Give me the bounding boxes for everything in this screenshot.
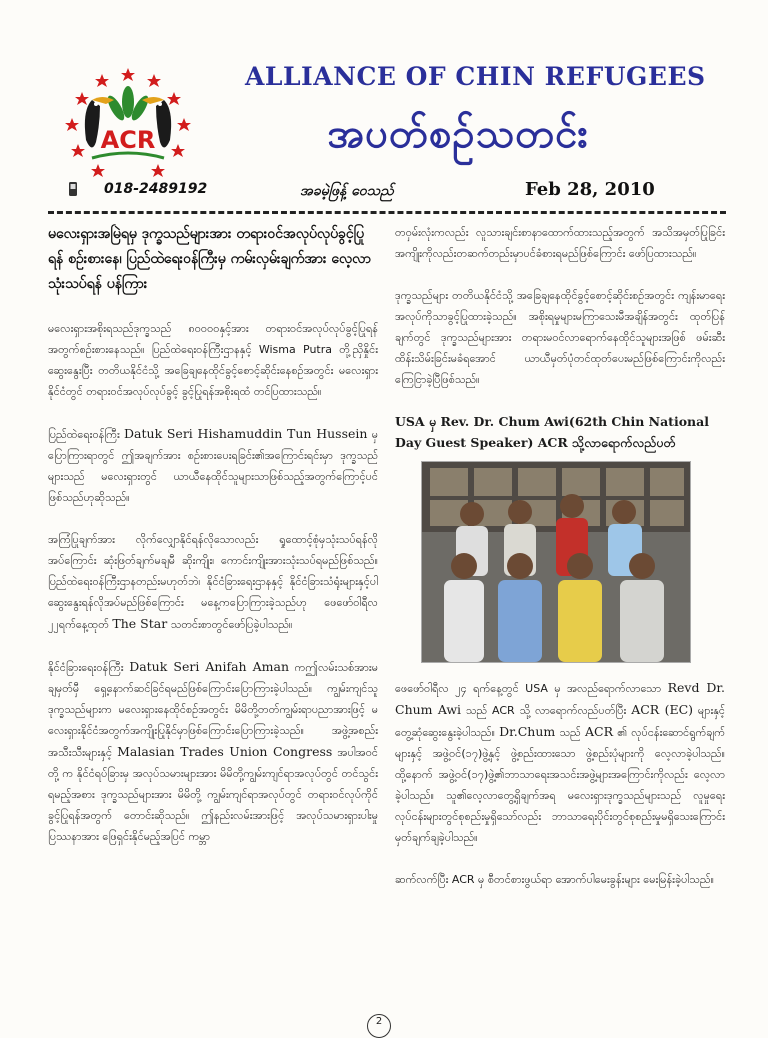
- article-paragraph-4: [48, 656, 378, 847]
- minister-name: Datuk Seri Anifah Aman: [129, 659, 290, 674]
- article-paragraph-1: မလေးရှားအစိုးရသည်ဒုက္ခသည် ၈၀၀၀၀နှင့်အား တရားဝင်အလုပ်လုပ်ခွင့်ပြုရန်အတွက်စဉ်းစားနေသည်။ ပြည်ထဲရေးဝန်ကြီးဌာနနှင့် Wisma Putra တို့ညှိနှိုင်းဆွေးနွေးပြီး တတိယနိုင်ငံသို့ အခြေချနေထိုင်ခွင့်စောင့်ဆိုင်းနေစဉ်အတွင်း မလေးရှားနိုင်ငံတွင် တရားဝင်အလုပ်လုပ်ခွင့် ခွင့်ပြုရန်အစိုးရထံ တင်ပြထားသည်။: [48, 322, 378, 398]
- article-headline: မလေးရှားအမြဲရမှ ဒုက္ခသည်များအား တရားဝင်အလုပ်လုပ်ခွင့်ပြုရန် စဉ်းစားနေ၊ ပြည်ထဲရေးဝန်ကြီးမှ ကမ်းလှမ်းချက်အား လေ့လာသုံးသပ်ရန် ပန်ကြား: [48, 226, 372, 292]
- group-photo: [421, 461, 691, 663]
- paragraph-text: အကြံပြုချက်အား လိုက်လျှောနိုင်ရန်လိုသောလည်း ရှုထောင့်စုံမှသုံးသပ်ရန်လိုအပ်ကြောင်း ဆုံးဖြတ်ချက်မချမီ ဆိုးကျိုး၊ ကောင်းကျိုးအားသုံးသပ်ရမည်ဖြစ်သည်။ ပြည်ထဲရေးဝန်ကြီးဌာနတည်းမဟုတ်ဘဲ၊ နိုင်ငံခြားရေးဌာနနှင့် နိုင်ငံခြားသံရုံးများနှင့်ပါဆွေးနွေးရန်လိုအပ်မည်ဖြစ်ကြောင်း မနေ့ကပြောကြားခဲ့သည်ဟု ဖေဖော်ဝါရီလ ၂၂ရက်နေ့ထုတ်: [48, 533, 378, 631]
- minister-name: Datuk Seri Hishamuddin Tun Hussein: [124, 426, 368, 441]
- organization-name: Malasian Trades Union Congress: [117, 744, 333, 759]
- article-paragraph-2: [48, 423, 378, 508]
- paragraph-text: ဖေဖော်ဝါရီလ ၂၄ ရက်နေ့တွင် USA မှ အလည်ရောက်လာသော: [395, 682, 662, 695]
- header-divider: [48, 211, 726, 214]
- paragraph-text: ကဤလမ်းသစ်အားမချမှတ်မှီ ရှေ့နောက်ဆင်ခြင်ရမည်ဖြစ်ကြောင်းပြောကြားခဲ့ပါသည်။ ကျွမ်းကျင်သူဒုက္ခသည်များက မလေးရှားနေထိုင်စဉ်အတွင်း မိမိတို့တတ်ကျွမ်းရာပညာအားဖြင့် မလေးရှားနိုင်ငံအတွက်အကျိုးပြုနိုင်မှာဖြစ်ကြောင်းပြောကြားခဲ့သည်။ အဖွဲ့အစည်းအသီးသီးများနှင့်: [48, 661, 378, 759]
- article-paragraph-5: ဒုက္ခသည်များ တတိယနိုင်ငံသို့ အခြေချနေထိုင်ခွင့်စောင့်ဆိုင်းစဉ်အတွင်း ကျန်းမာရေးအလုပ်ကိုသာခွင့်ပြုထားခဲ့သည်။ အစိုးရမှုများမကြာသေးမီအချိန်အတွင်း ထုတ်ပြန်ချက်တွင် ဒုက္ခသည်များအား တရားမဝင်လာရောက်နေထိုင်သူများအဖြစ် ဖမ်းဆီးထိန်းသိမ်းခြင်းမခံရအောင် ယာယီမှတ်ပုံတင်ထုတ်ပေးမည်ဖြစ်ကြောင်းကိုလည်း ကြေငြာခဲ့ပြီဖြစ်သည်။: [395, 289, 725, 386]
- paragraph-text: အပါအဝင်တို့ က နိုင်ငံရပ်ခြားမှ အလုပ်သမားများအား မိမိတို့ကျွမ်းကျင်ရာအလုပ်တွင် တင်သွင်းရမည့်အစား ဒုက္ခသည်များအား မိမိတို့ ကျွမ်းကျင်ရာအလုပ်တွင် တရားဝင်လုပ်ကိုင်ခွင့်ပြုရန်အတွက် တောင်းဆိုသည်။ ဤနည်းလမ်းအားဖြင့် အလုပ်သမားရှားပါးမှုပြဿနာအား ဖြေရှင်းနိုင်မည့်အပြင် ကမ္ဘာ: [48, 746, 379, 843]
- paragraph-text: နိုင်ငံခြားရေးဝန်ကြီး: [48, 661, 124, 674]
- page-number: 2: [367, 1014, 391, 1038]
- logo-text: ACR: [100, 126, 156, 154]
- article-paragraph-3: [48, 529, 378, 635]
- newspaper-name: The Star: [112, 616, 168, 631]
- issue-date: Feb 28, 2010: [525, 179, 655, 200]
- guest-name: Dr.Chum: [499, 724, 556, 739]
- paragraph-text: သည်: [559, 726, 581, 739]
- paragraph-text: ၏ လုပ်ငန်းဆောင်ရွက်ချက်များနှင့် အဖွဲ့ဝင်(၁၇)ဖွဲ့နှင့် ဖွဲ့စည်းထားသော ဖွဲ့စည်းပုံများကို လေ့လာခဲ့ပါသည်။ ထို့နောက် အဖွဲ့ဝင်(၁၇)ဖွဲ့၏ဘာသာရေးအသင်းအဖွဲ့များအကြောင်းကိုလည်း လေ့လာခဲ့ပါသည်။ သူ၏လေ့လာတွေ့ရှိချက်အရ မလေးရှားဒုက္ခသည်များသည် လူမှုရေးလုပ်ငန်းများတွင်စုစည်းမှုရှိသော်လည်း ဘာသာရေးပိုင်းတွင်စုစည်းမှုမရှိသေးကြောင်း မှတ်ချက်ချခဲ့ပါသည်။: [395, 726, 725, 844]
- right-column: [395, 222, 725, 911]
- left-column: [48, 222, 378, 868]
- article-paragraph-6: [395, 677, 725, 848]
- star-ring: [65, 68, 191, 177]
- organization-name: ACR (EC): [631, 702, 694, 717]
- free-distribution-note: အခမဲ့ဖြန့် ဝေသည်: [300, 183, 394, 199]
- guest-name: Revd Dr. Chum Awi: [395, 680, 725, 717]
- bulletin-title: အပတ်စဉ်သတင်း: [327, 111, 589, 157]
- paragraph-text: သတင်းစာတွင်ဖော်ပြခဲ့ပါသည်။: [170, 618, 293, 631]
- article-continuation: တဝှမ်းလုံးကလည်း လူသားချင်းစာနာထောက်ထားသည့်အတွက် အသိအမှတ်ပြုခြင်းအကျိုးကိုလည်းတဆက်တည်းမှာပင်ခံစားရမည်ဖြစ်ကြောင်း ဖော်ပြထားသည်။: [395, 226, 725, 260]
- paragraph-text: ပြည်ထဲရေးဝန်ကြီး: [48, 428, 120, 441]
- paragraph-text: များနှင့် တွေ့ဆုံဆွေးနွေးခဲ့ပါသည်။: [395, 704, 726, 739]
- paragraph-text: သည် ACR သို့ လာရောက်လည်ပတ်ပြီး: [465, 704, 627, 717]
- article-paragraph-7: ဆက်လက်ပြီး ACR မှ စီတင်စားဖွယ်ရာ အောက်ပါမေးခွန်းများ မေးမြန်းခဲ့ပါသည်။: [395, 873, 714, 886]
- acr-logo: [62, 66, 194, 180]
- phone-number: 018-2489192: [104, 181, 208, 197]
- organization-title: ALLIANCE OF CHIN REFUGEES: [245, 62, 706, 91]
- paragraph-text: မှပြောကြားရာတွင် ဤအချက်အား စဉ်းစားပေးရခြင်း၏အကြောင်းရင်းမှာ ဒုက္ခသည်များသည် မလေးရှားတွင် ယာယီနေထိုင်သူများသာဖြစ်သည့်အတွက်ကြောင့်ပင်ဖြစ်သည်ဟုဆိုသည်။: [48, 428, 379, 504]
- phone-icon: [68, 182, 78, 196]
- organization-name: ACR: [584, 724, 613, 739]
- second-article-headline: USA မှ Rev. Dr. Chum Awi(62th Chin National Day Guest Speaker) ACR သို့လာရောက်လည်ပတ်: [395, 414, 709, 450]
